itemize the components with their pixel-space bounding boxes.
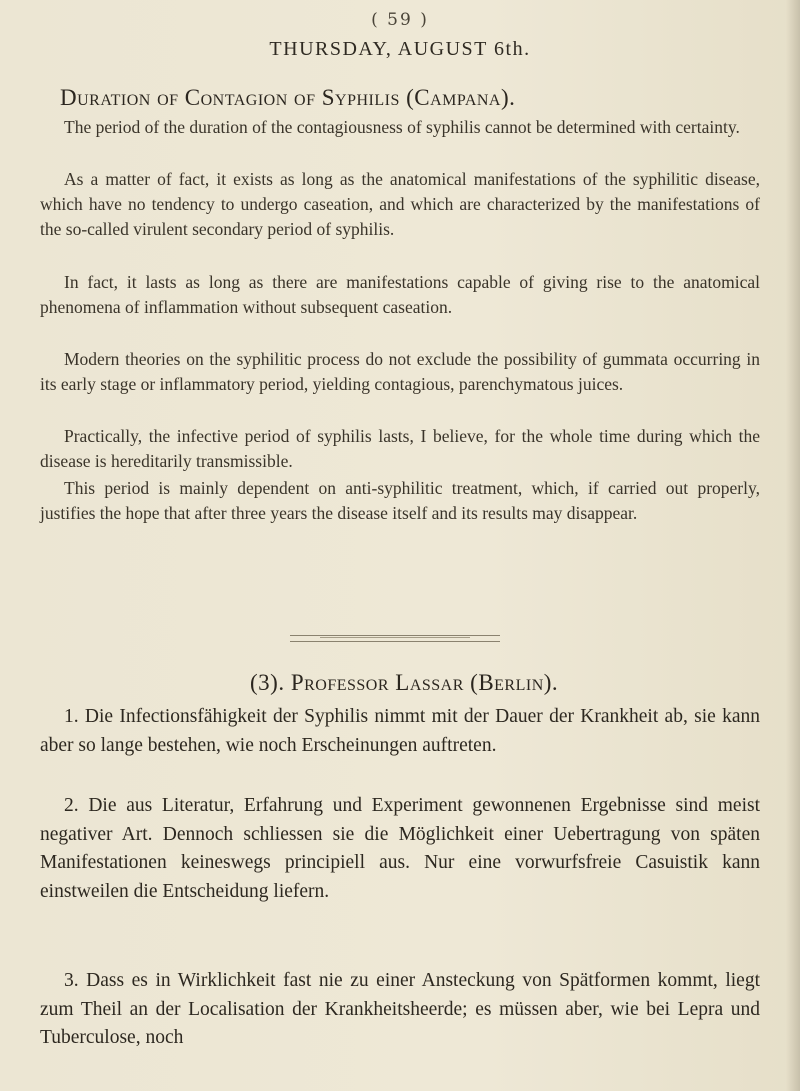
page-edge-shadow [786,0,800,1091]
paragraph: In fact, it lasts as long as there are manifestations capable of giving rise to the anatomical phenomena of inflammation without subsequent caseation. [40,272,760,317]
paragraph: Modern theories on the syphilitic process do not exclude the possibility of gummata occurring in its early stage or inflammatory period, yielding contagious, parenchymatous juices. [40,349,760,394]
paragraph: 3. Dass es in Wirklichkeit fast nie zu einer Ansteckung von Spätformen kommt, liegt zum Theil an der Localisation der Krankheitsheerde; es müssen aber, wie bei Lepra und Tuberculose, noch [40,970,760,1048]
day-heading: THURSDAY, AUGUST 6th. [269,38,531,60]
paragraph: Practically, the infective period of syphilis lasts, I believe, for the whole time during which the disease is hereditarily transmissible. [40,426,760,471]
page-number: ( 59 ) [371,10,429,30]
paragraph: This period is mainly dependent on anti-syphilitic treatment, which, if carried out properly, justifies the hope that after three years the disease itself and its results may disappear. [40,478,760,523]
paragraph: The period of the duration of the contagiousness of syphilis cannot be determined with certainty. [64,117,740,137]
section-title-lassar: (3). Professor Lassar (Berlin). [250,670,559,695]
paragraph: As a matter of fact, it exists as long as the anatomical manifestations of the syphilitic disease, which have no tendency to undergo caseation, and which are characterized by the manifestations of the so-called virulent secondary period of syphilis. [40,169,760,239]
section-divider-inner [320,637,470,638]
paragraph: 2. Die aus Literatur, Erfahrung und Experiment gewonnenen Ergebnisse sind meist negativer Art. Dennoch schliessen sie die Möglichkeit einer Uebertragung von späten Manifestationen keineswegs principiell aus. Nur eine vorwurfsfreie Casuistik kann einstweilen die Entscheidung liefern. [40,795,760,902]
section-title-campana: Duration of Contagion of Syphilis (Campana). [60,85,516,110]
paragraph: 1. Die Infectionsfähigkeit der Syphilis nimmt mit der Dauer der Krankheit ab, sie kann aber so lange bestehen, wie noch Erscheinungen auftreten. [40,706,760,756]
